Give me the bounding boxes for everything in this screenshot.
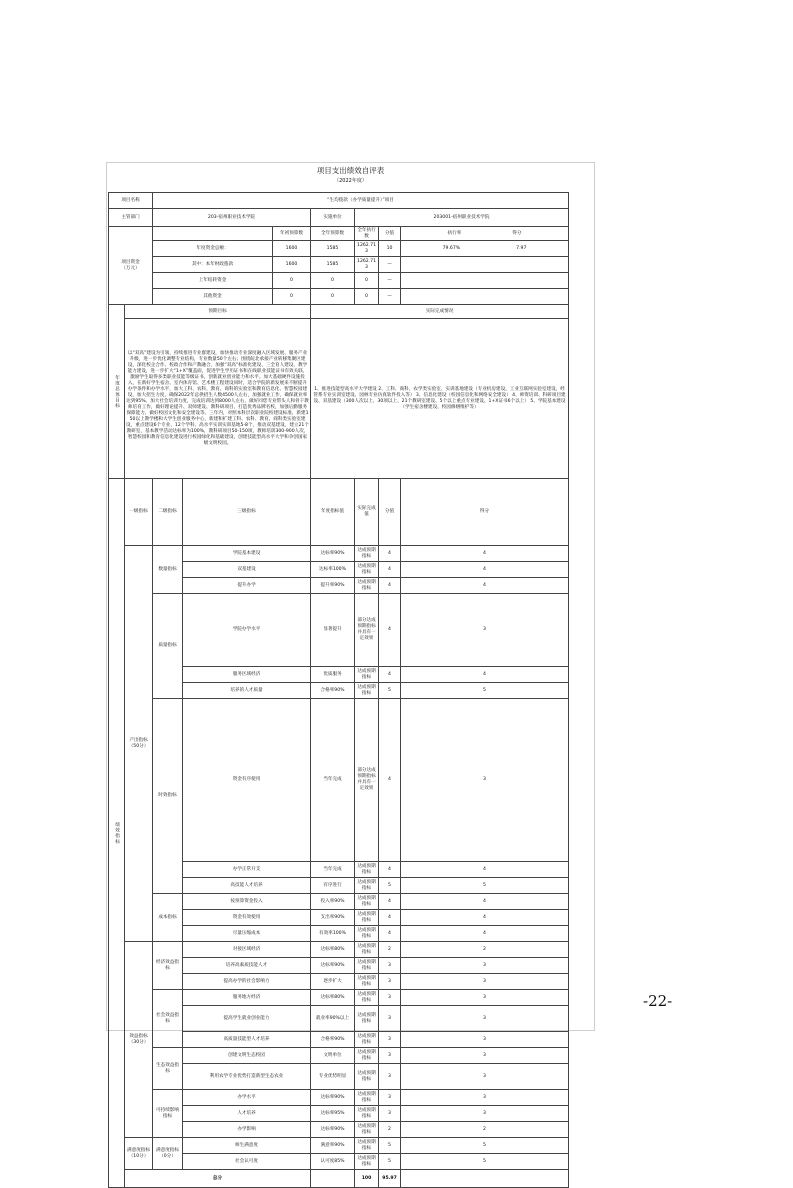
actual-header: 实际完成情况: [311, 305, 569, 319]
got-value: 3: [401, 1064, 569, 1090]
total-got: 95.97: [379, 1170, 401, 1188]
actual-value: 达成预期指标: [355, 958, 379, 974]
level3-indicator: 培养高素质技能人才: [183, 958, 311, 974]
actual-value: 达成预期指标: [355, 1154, 379, 1170]
target-value: 有序进行: [311, 878, 355, 894]
funds-rate-score: [401, 257, 569, 273]
score-value: 3: [379, 990, 401, 1006]
funds-row: [109, 273, 569, 289]
indicator-row: [109, 1090, 569, 1106]
target-value: 就业率90%以上: [311, 1006, 355, 1032]
actual-value: 达成预期指标: [355, 1122, 379, 1138]
got-value: 5: [401, 1154, 569, 1170]
funds-row-name: 年度资金总额：: [153, 241, 273, 257]
funds-cell: —: [379, 257, 401, 273]
funds-cell: 1262.713: [355, 257, 379, 273]
actual-value: 达成预期指标: [355, 990, 379, 1006]
target-value: 合格率90%: [311, 683, 355, 699]
actual-value: 达成预期指标: [355, 1048, 379, 1064]
actual-value: 达成预期指标: [355, 1090, 379, 1106]
funds-row-name: 其中：本年财政拨款: [153, 257, 273, 273]
indicator-row: [109, 894, 569, 910]
got-value: 4: [401, 862, 569, 878]
actual-value: 达成预期指标: [355, 562, 379, 578]
level3-indicator: 资金有序使用: [183, 699, 311, 862]
target-value: 达标率80%: [311, 942, 355, 958]
target-value: 达标率90%: [311, 546, 355, 562]
score-value: 2: [379, 942, 401, 958]
level2-indicator: 可持续影响指标: [153, 1090, 183, 1138]
got-value: 4: [401, 562, 569, 578]
level2-indicator: 数量指标: [153, 546, 183, 594]
funds-header: 年初预算数: [273, 227, 311, 241]
got-value: 3: [401, 1048, 569, 1064]
actual-value: 达成预期指标: [355, 910, 379, 926]
got-value: 3: [401, 1090, 569, 1106]
actual-value: 达成预期指标: [355, 683, 379, 699]
target-value: 逐步扩大: [311, 974, 355, 990]
got-value: 4: [401, 667, 569, 683]
goals-label: 年度总体目标: [109, 305, 125, 479]
target-value: 达标率90%: [311, 1122, 355, 1138]
actual-value: 达成预期指标: [355, 862, 379, 878]
level3-indicator: 学院办学水平: [183, 594, 311, 667]
actual-value: 达成预期指标: [355, 578, 379, 594]
score-value: 4: [379, 910, 401, 926]
funds-cell: 1262.713: [355, 241, 379, 257]
indicator-row: [109, 699, 569, 862]
page-number: -22-: [643, 992, 673, 1010]
level3-indicator: 双基建设: [183, 562, 311, 578]
got-value: 4: [401, 546, 569, 562]
level3-indicator: 人才培养: [183, 1106, 311, 1122]
level1-indicator: 效益指标 （30分）: [125, 942, 153, 1138]
level3-indicator: 提升办学: [183, 578, 311, 594]
indicator-header: 三级指标: [183, 479, 311, 546]
level2-indicator: 经济效益指标: [153, 942, 183, 990]
score-value: 4: [379, 546, 401, 562]
got-value: 5: [401, 683, 569, 699]
level3-indicator: 对接区域经济: [183, 942, 311, 958]
level3-indicator: 高技能人才培养: [183, 878, 311, 894]
got-value: 2: [401, 1122, 569, 1138]
actual-value: 达成预期指标: [355, 1064, 379, 1090]
actual-value: 达成预期指标: [355, 1006, 379, 1032]
project-name-value: “生均拨款（办学质量提升）”项目: [153, 193, 569, 209]
target-value: 支出率90%: [311, 910, 355, 926]
score-value: 4: [379, 926, 401, 942]
level3-indicator: 学院基本建设: [183, 546, 311, 562]
funds-header: 得分: [512, 230, 522, 236]
project-name-label: 项目名称: [109, 193, 153, 209]
page-title: 项目支出绩效自评表: [316, 166, 385, 175]
indicator-header: 年度指标值: [311, 479, 355, 546]
level2-indicator: 质量指标: [153, 594, 183, 699]
target-value: 显著提升: [311, 594, 355, 667]
funds-header-split: [401, 227, 569, 241]
funds-cell: —: [379, 289, 401, 305]
indicator-header: 一级指标: [125, 479, 153, 546]
score-value: 3: [379, 1048, 401, 1064]
funds-cell: 10: [379, 241, 401, 257]
indicator-row: [109, 594, 569, 667]
indicator-row: [109, 546, 569, 562]
funds-row: [109, 257, 569, 273]
target-value: 当年完成: [311, 862, 355, 878]
target-value: 优质服务: [311, 667, 355, 683]
dept-label: 主管部门: [109, 209, 153, 227]
level2-indicator: 时效指标: [153, 699, 183, 894]
level3-indicator: 提高学生就业创业能力: [183, 1006, 311, 1032]
expected-header: 预期目标: [125, 305, 311, 319]
level2-indicator: 满意度指标（0分）: [153, 1138, 183, 1170]
indicators-side-label: 绩效指标: [109, 479, 125, 1188]
got-value: 4: [401, 578, 569, 594]
level1-indicator: 满意度指标（10分）: [125, 1138, 153, 1170]
target-value: 文明单位: [311, 1048, 355, 1064]
target-value: 提升率90%: [311, 578, 355, 594]
got-value: 4: [401, 910, 569, 926]
funds-cell: 0: [273, 273, 311, 289]
level3-indicator: 办学水平: [183, 1090, 311, 1106]
actual-value: 达成预期指标: [355, 878, 379, 894]
actual-value: 达成预期指标: [355, 1106, 379, 1122]
target-value: 有效率100%: [311, 926, 355, 942]
level3-indicator: 提高办学的社会影响力: [183, 974, 311, 990]
target-value: 达标率80%: [311, 990, 355, 1006]
actual-value: 部分达成预期指标并具有一定效果: [355, 594, 379, 667]
indicator-header: 实际完成值: [355, 479, 379, 546]
score-value: 3: [379, 1106, 401, 1122]
funds-cell: 0: [355, 273, 379, 289]
funds-header: 全年预算数: [311, 227, 355, 241]
got-value: 4: [401, 926, 569, 942]
actual-value: 达成预期指标: [355, 974, 379, 990]
score-value: 4: [379, 594, 401, 667]
total-blank: [311, 1170, 355, 1188]
score-value: 5: [379, 878, 401, 894]
actual-value: 达成预期指标: [355, 667, 379, 683]
level3-indicator: 资金有效使用: [183, 910, 311, 926]
score-value: 4: [379, 862, 401, 878]
level2-indicator: 生态效益指标: [153, 1048, 183, 1090]
expected-text: 以“双高”建设为引领，持续推进专业群建设，加快推动专业深度融入区域发展、服务产业升级，进一步优化调整专业结构，专业数量50个左右；围绕皖北承接产业转移集聚区建设，深化校企合作、校政合作和产教融合，加强“双高”标准化建设、三全育人建设、教学能力建设，进一步扩大“1+X”覆盖面，促进学生学历证书和在线职业技能证书有效关联，激励学生取得多类职业技能等级证书，创新就业创业能力和水平。加大基础硬件设施投入，在新好学生宿舍、室内体育馆、艺术楼工程建设同时，适合学院的新发展来不断提升办学条件和办学水平，加大工科、农科、教育、商科的实验室和教育信息化、智慧校园建设，加大招生力度，确保2022年总供招生人数4500人左右，加强就业工作，确保就业率达到95%。加大社会培训力度，完成培训达到8000人左右，做好同您专业带头人和骨干教师培育工作，做好理论提升、双师建设、教科研项目，打造优秀品牌名校，加强后勤服务保障能力，做好校园文化和安全建设等。三年内，对照本科层次职业院校建设标准，新建150以上教学楼和大学生创业服务中心，新建和扩建工科、农科、教育、商科类实验室建设，重点建设6个专业、12个学科，高水平实训实训基地5-8个，推动双基建设，建立21个教研室，基本教学活动达标率为100%，教科研项目50-150项，教师培训300-900人次，智慧校园和教育信息化建设进行校园绿化和基础建设，创建技能型高水平大学和争创国家级文明校园。: [125, 319, 311, 479]
funds-header: 分值: [379, 227, 401, 241]
score-value: 3: [379, 1006, 401, 1032]
level3-indicator: 培养的人才质量: [183, 683, 311, 699]
actual-value: 达成预期指标: [355, 1032, 379, 1048]
target-value: 投入率90%: [311, 894, 355, 910]
got-value: 5: [401, 878, 569, 894]
target-value: 合格率90%: [311, 1032, 355, 1048]
indicator-header: 分值: [379, 479, 401, 546]
score-value: 3: [379, 1032, 401, 1048]
execution-rate: 79.67%: [442, 245, 461, 251]
actual-value: 达成预期指标: [355, 926, 379, 942]
target-value: 达标率95%: [311, 1106, 355, 1122]
level3-indicator: 办学影响: [183, 1122, 311, 1138]
score-value: 5: [379, 683, 401, 699]
level3-indicator: 利用农学专业优势打造新型生态农业: [183, 1064, 311, 1090]
got-value: 3: [401, 958, 569, 974]
impl-value: 203001-宿州职业技术学院: [355, 209, 569, 227]
funds-rate-score: [401, 289, 569, 305]
actual-value: 部分达成预期指标并具有一定效果: [355, 699, 379, 862]
funds-row-name: 其他资金: [153, 289, 273, 305]
indicator-row: [109, 990, 569, 1006]
level3-indicator: 服务地方经济: [183, 990, 311, 1006]
funds-row-name: 上年结转资金: [153, 273, 273, 289]
level1-indicator: 产出指标 （50分）: [125, 546, 153, 942]
score-value: 4: [379, 562, 401, 578]
funds-rate-score: [401, 273, 569, 289]
actual-text: 1、推进技能型高水平大学建设 2、工科、商科、农学类实验室、实训基地建设（专业机房建设、工业互联网实验室建设、经管系专业实训室建设、园林专业仿真软件投入等） 3、信息化建设（校园信息化和网络安全建设） 4、师资培训、科研项目建设、双基建设（300人次以上、30项以上、21个教研室建设、5个以上重点专业建设、1+X证书6个以上） 5、学院基本建设（学生宿舍楼建设、校园修缮维护等）: [311, 319, 569, 479]
page-subtitle: （2022年度）: [334, 178, 367, 184]
score-value: 5: [379, 1154, 401, 1170]
target-value: 专业优势明显: [311, 1064, 355, 1090]
funds-cell: —: [379, 273, 401, 289]
funds-cell: 0: [355, 289, 379, 305]
funds-header-blank: [153, 227, 273, 241]
funds-cell: 0: [311, 273, 355, 289]
actual-value: 达成预期指标: [355, 894, 379, 910]
score-value: 3: [379, 974, 401, 990]
funds-cell: 1600: [273, 257, 311, 273]
funds-cell: 0: [273, 289, 311, 305]
target-value: 满意率90%: [311, 1138, 355, 1154]
got-value: 3: [401, 699, 569, 862]
dept-value: 203-宿州职业技术学院: [153, 209, 311, 227]
target-value: 达标率90%: [311, 958, 355, 974]
got-value: 3: [401, 974, 569, 990]
indicator-header: 得分: [401, 479, 569, 546]
got-value: 2: [401, 942, 569, 958]
total-score: 100: [355, 1170, 379, 1188]
target-value: 达标率90%: [311, 1090, 355, 1106]
actual-value: 达成预期指标: [355, 546, 379, 562]
score-value: 3: [379, 958, 401, 974]
target-value: 当年完成: [311, 699, 355, 862]
got-value: 3: [401, 1032, 569, 1048]
got-value: 5: [401, 1138, 569, 1154]
got-value: 3: [401, 594, 569, 667]
level3-indicator: 社会认可度: [183, 1154, 311, 1170]
funds-header: 执行率: [447, 230, 462, 236]
funds-row: [109, 289, 569, 305]
funds-cell: 1585: [311, 257, 355, 273]
funds-rate-score: [401, 241, 569, 257]
target-value: 达标率100%: [311, 562, 355, 578]
score-value: 3: [379, 1090, 401, 1106]
indicator-header: 二级指标: [153, 479, 183, 546]
score-value: 4: [379, 667, 401, 683]
got-value: 3: [401, 990, 569, 1006]
level3-indicator: 按预算资金投入: [183, 894, 311, 910]
level3-indicator: 高质量技能型人才培养: [183, 1032, 311, 1048]
level3-indicator: 尽量压缩成本: [183, 926, 311, 942]
funds-cell: 0: [311, 289, 355, 305]
indicator-row: [109, 1048, 569, 1064]
funds-label: 项目资金 （万元）: [109, 227, 153, 305]
total-label: 总分: [125, 1170, 311, 1188]
funds-cell: 1585: [311, 241, 355, 257]
score-value: 4: [379, 578, 401, 594]
impl-label: 实施单位: [311, 209, 355, 227]
target-value: 认可度85%: [311, 1154, 355, 1170]
level3-indicator: 创建文明生态校园: [183, 1048, 311, 1064]
level3-indicator: 师生满意度: [183, 1138, 311, 1154]
actual-value: 达成预期指标: [355, 1138, 379, 1154]
score-value: 3: [379, 1064, 401, 1090]
total-note: [401, 1170, 569, 1188]
actual-value: 达成预期指标: [355, 942, 379, 958]
got-value: 4: [401, 894, 569, 910]
indicator-row: [109, 1138, 569, 1154]
score-value: 4: [379, 894, 401, 910]
funds-header: 全年执行数: [355, 227, 379, 241]
level2-indicator: 社会效益指标: [153, 990, 183, 1048]
got-value: 3: [401, 1006, 569, 1032]
got-value: 3: [401, 1106, 569, 1122]
level3-indicator: 办学正常开支: [183, 862, 311, 878]
funds-row: [109, 241, 569, 257]
performance-table: [108, 192, 569, 1188]
funds-score: 7.97: [516, 245, 527, 251]
score-value: 2: [379, 1122, 401, 1138]
level2-indicator: 成本指标: [153, 894, 183, 942]
level3-indicator: 服务区域经济: [183, 667, 311, 683]
indicator-row: [109, 942, 569, 958]
funds-cell: 1600: [273, 241, 311, 257]
score-value: 4: [379, 699, 401, 862]
score-value: 5: [379, 1138, 401, 1154]
